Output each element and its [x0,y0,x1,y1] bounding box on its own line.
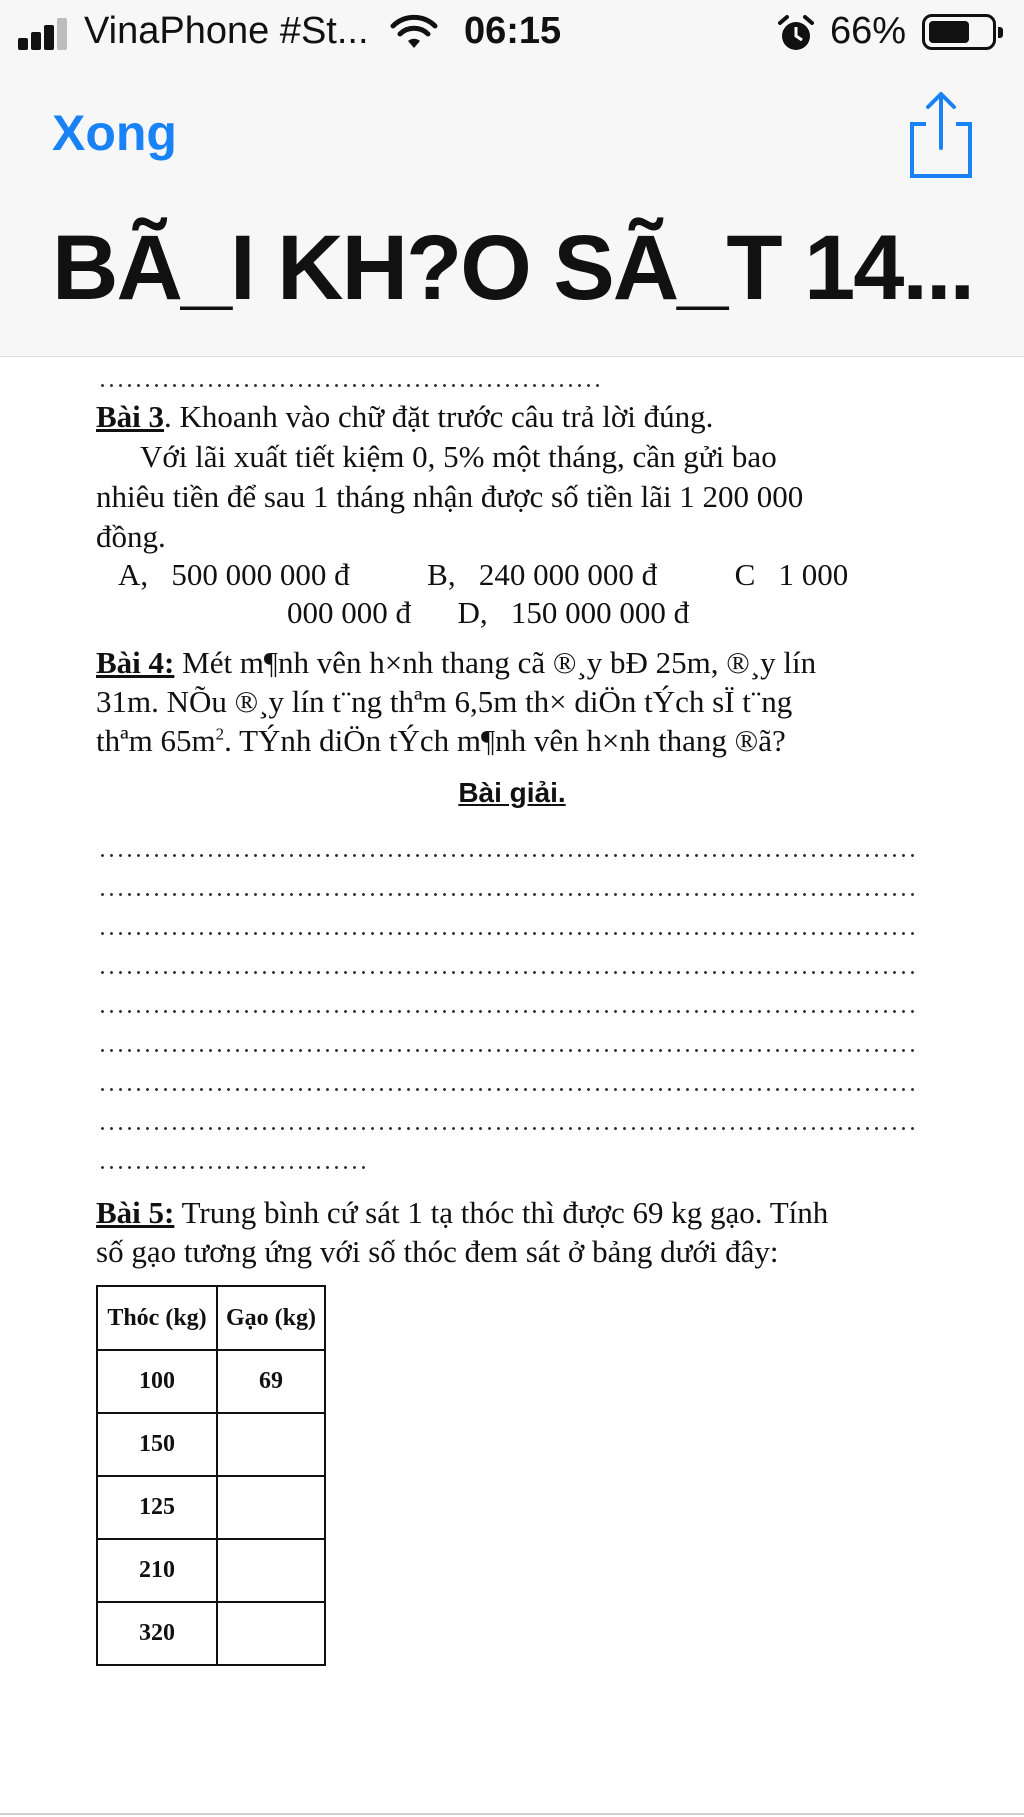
wifi-icon [390,14,438,50]
superscript: 2 [215,724,225,744]
table-header-row [97,1286,325,1350]
table-row [97,1539,325,1602]
alarm-icon [776,14,816,54]
carrier-name: VinaPhone #St... [84,10,369,52]
cellular-signal-icon [18,16,74,50]
exercise-4-line: Mét m¶nh vên h×nh thang cã ®¸y bÐ 25m, ®¸y lín [174,645,817,680]
table-cell: 150 [97,1413,217,1476]
answer-dotted-line [98,1166,368,1169]
battery-icon [922,14,996,50]
exercise-5-text [96,1195,828,1231]
exercise-3-text: đồng. [96,519,166,554]
exercise-4-line: 31m. NÕu ®¸y lín t¨ng thªm 6,5m th× diÖn tÝch sÏ t¨ng [96,684,793,719]
document-page[interactable] [0,357,1024,1817]
navigation-header [0,0,1024,357]
exercise-3-label: Bài 3 [96,399,165,434]
answer-dotted-line [98,1088,920,1091]
answer-dotted-line [98,893,920,896]
answer-dotted-line [98,932,920,935]
exercise-5-line: Trung bình cứ sát 1 tạ thóc thì được 69 kg gạo. Tính [174,1195,829,1230]
exercise-3-options: 000 000 đ D, 150 000 000 đ [287,595,690,630]
status-bar [0,0,1024,66]
answer-dotted-line [98,384,603,387]
done-button[interactable]: Xong [52,105,177,161]
document-title: BÃ_I KH?O SÃ_T 14... [52,217,974,319]
battery-percentage: 66% [830,10,907,52]
exercise-3-text: nhiêu tiền để sau 1 tháng nhận được số tiền lãi 1 200 000 [96,479,804,514]
exercise-4-text [96,645,816,681]
exercise-4-line-part: . TÝnh diÖn tÝch m¶nh vên h×nh thang ®ã? [224,723,786,758]
exercise-3-text: Với lãi xuất tiết kiệm 0, 5% một tháng, cần gửi bao [140,439,777,474]
answer-dotted-line [98,1010,920,1013]
exercise-5-line: số gạo tương ứng với số thóc đem sát ở bảng dưới đây: [96,1234,779,1269]
table-row [97,1350,325,1413]
table-row [97,1413,325,1476]
table-row [97,1476,325,1539]
answer-dotted-line [98,971,920,974]
bottom-divider [0,1813,1024,1815]
answer-dotted-line [98,1127,920,1130]
exercise-4-line [96,723,786,759]
exercise-5-label: Bài 5: [96,1195,175,1230]
table-cell: 100 [97,1350,217,1413]
battery-level [929,21,969,43]
table-cell: 320 [97,1602,217,1665]
exercise-4-line-part: thªm 65m [96,723,216,758]
table-header-cell: Gạo (kg) [217,1286,325,1350]
exercise-3-intro: . Khoanh vào chữ đặt trước câu trả lời đúng. [164,399,714,434]
answer-dotted-line [98,854,920,857]
rice-table [96,1285,326,1666]
table-cell: 210 [97,1539,217,1602]
solution-heading-text: Bài giải. [458,777,566,808]
table-header-cell: Thóc (kg) [97,1286,217,1350]
table-cell: 69 [217,1350,325,1413]
exercise-3-heading [96,399,713,435]
clock: 06:15 [464,10,562,52]
table-cell [217,1413,325,1476]
table-row [97,1602,325,1665]
exercise-3-options: A, 500 000 000 đ B, 240 000 000 đ C 1 000 [118,557,849,592]
table-cell [217,1602,325,1665]
exercise-4-label: Bài 4: [96,645,175,680]
share-icon[interactable] [908,88,974,180]
table-cell: 125 [97,1476,217,1539]
table-cell [217,1539,325,1602]
table-cell [217,1476,325,1539]
solution-heading [0,777,1024,809]
answer-dotted-line [98,1049,920,1052]
